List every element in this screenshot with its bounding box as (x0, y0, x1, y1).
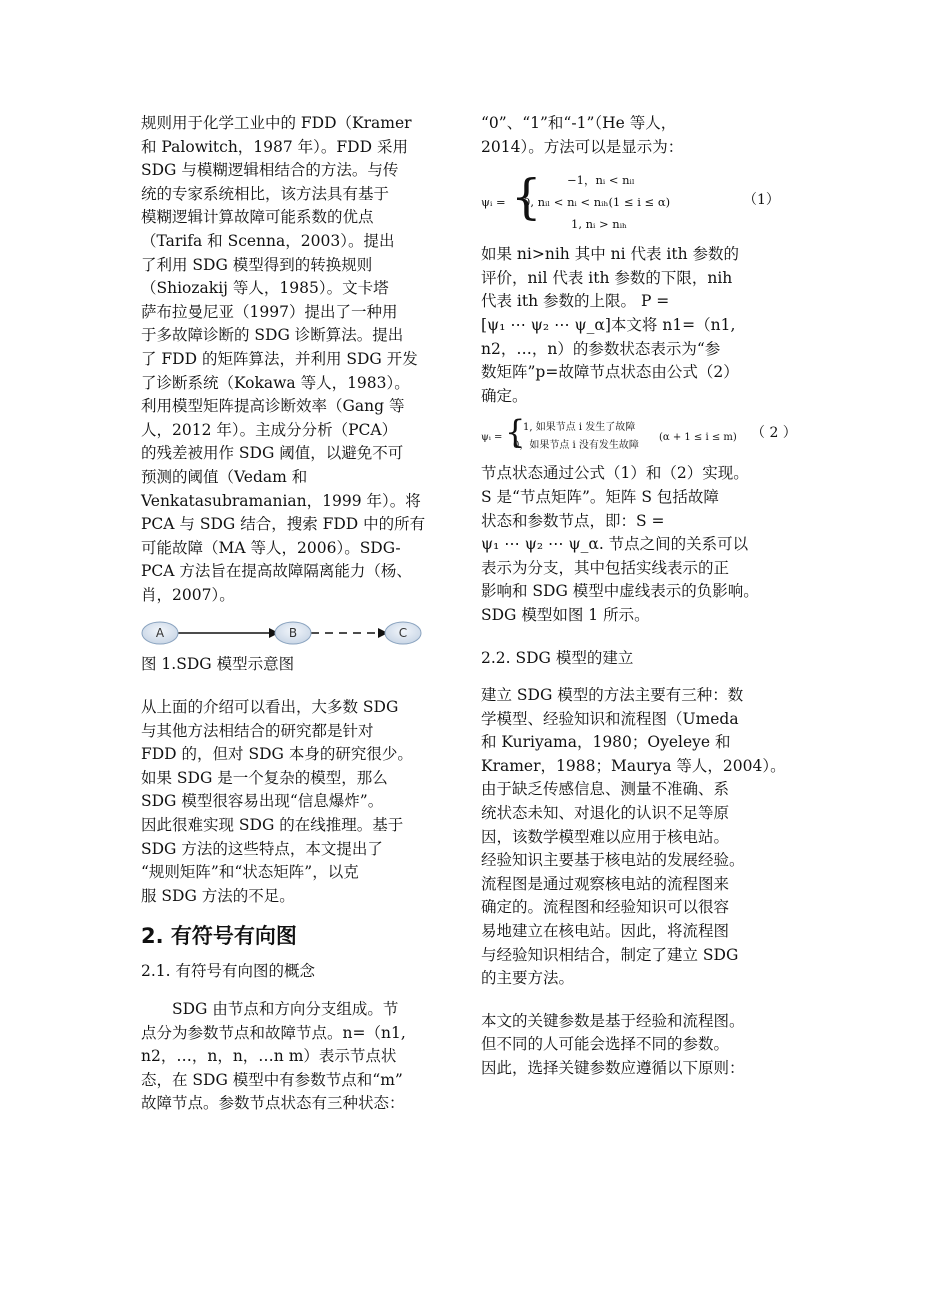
eq2-condition: (α + 1 ≤ i ≤ m) (659, 432, 737, 444)
left-paragraph-2: 从上面的介绍可以看出，大多数 SDG 与其他方法相结合的研究都是针对 FDD 的，但对 SDG 本身的研究很少。 如果 SDG 是一个复杂的模型，那么 SDG 模型很容易出现“信息爆炸”。 因此很难实现 SDG 的在线推理。基于 SDG 方法的这些特点，本文提出了 “规则矩阵”和“状态矩阵”，以克 服 SDG 方法的不足。 (141, 698, 413, 905)
eq1-lhs: ψᵢ = (481, 195, 506, 210)
eq1-case-2: 0, nᵢₗ < nᵢ < nᵢₕ(1 ≤ i ≤ α) (523, 195, 671, 210)
node-b-label: B (288, 626, 298, 641)
node-a-label: A (155, 626, 165, 641)
left-column (141, 112, 463, 1116)
eq2-case-2: 0，如果节点 i 没有发生故障 (513, 440, 639, 452)
left-paragraph-3: SDG 由节点和方向分支组成。节 点分为参数节点和故障节点。n=（n1, n2，…，n，n，…n m）表示节点状 态，在 SDG 模型中有参数节点和“m” 故障节点。参数节点状态有三种状态： (141, 1000, 406, 1113)
eq2-brace: { (505, 413, 526, 452)
right-paragraph-1: “0”、“1”和“-1”（He 等人， 2014）。方法可以是显示为： (481, 114, 684, 156)
sdg-diagram (141, 615, 431, 651)
left-paragraph-1: 规则用于化学工业中的 FDD（Kramer 和 Palowitch，1987 年）。FDD 采用 SDG 与模糊逻辑相结合的方法。与传 统的专家系统相比，该方法具有基于 模糊逻辑计算故障可能系数的优点 （Tarifa 和 Scenna，2003）。提出 了利用 SDG 模型得到的转换规则 （Shiozakij 等人，1985）。文卡塔 萨布拉曼尼亚（1997）提出了一种用 于多故障诊断的 SDG 诊断算法。提出 了 FDD 的矩阵算法，并利用 SDG 开发 了诊断系统（Kokawa 等人，1983）。 利用模型矩阵提高诊断效率（Gang 等 人，2012 年）。主成分分析（PCA） 的残差被用作 SDG 阈值，以避免不可 预测的阈值（Vedam 和 Venkatasubramanian，1999 年）。将 PCA 与 SDG 结合，搜索 FDD 中的所有 可能故障（MA 等人，2006）。SDG- PCA 方法旨在提高故障隔离能力（杨、 肖，2007）。 (141, 114, 426, 604)
section-heading: 2. 有符号有向图 (141, 924, 297, 949)
subsection-heading-2-1: 2.1. 有符号有向图的概念 (141, 962, 316, 981)
right-paragraph-2: 如果 ni>nih 其中 ni 代表 ith 参数的 评价，nil 代表 ith 参数的下限，nih 代表 ith 参数的上限。 P = [ψ₁ ⋯ ψ₂ ⋯ ψ_α]本文将 n1=（n1, n2，…，n）的参数状态表示为“参 数矩阵”p=故障节点状态由公式（2） 确定。 (481, 245, 740, 405)
eq1-number: （1） (743, 192, 780, 209)
right-paragraph-4: 建立 SDG 模型的方法主要有三种：数 学模型、经验知识和流程图（Umeda 和 Kuriyama，1980；Oyeleye 和 Kramer，1988；Maurya 等人，2004）。 由于缺乏传感信息、测量不准确、系 统状态未知、对退化的认识不足等原 因，该数学模型难以应用于核电站。 经验知识主要基于核电站的发展经验。 流程图是通过观察核电站的流程图来 确定的。流程图和经验知识可以很容 易地建立在核电站。因此，将流程图 与经验知识相结合，制定了建立 SDG 的主要方法。 (481, 686, 786, 988)
equation-2 (481, 414, 803, 454)
eq1-case-1: −1，nᵢ < nᵢₗ (567, 173, 635, 188)
eq2-number: （ 2 ） (751, 425, 797, 442)
subsection-heading-2-2: 2.2. SDG 模型的建立 (481, 648, 634, 667)
figure-caption: 图 1.SDG 模型示意图 (141, 655, 295, 674)
right-paragraph-3: 节点状态通过公式（1）和（2）实现。 S 是“节点矩阵”。矩阵 S 包括故障 状态和参数节点，即：S = ψ₁ ⋯ ψ₂ ⋯ ψ_α. 节点之间的关系可以 表示为分支，其中包括实线表示的正 影响和 SDG 模型中虚线表示的负影响。 SDG 模型如图 1 所示。 (481, 464, 759, 624)
eq2-lhs: ψᵢ = (481, 432, 503, 444)
figure-1 (141, 615, 463, 651)
equation-1 (481, 165, 803, 237)
eq1-case-3: 1, nᵢ > nᵢₕ (571, 217, 627, 232)
node-c-label: C (398, 626, 408, 641)
eq1-brace: { (511, 169, 542, 226)
right-column (481, 112, 803, 1081)
right-paragraph-5: 本文的关键参数是基于经验和流程图。 但不同的人可能会选择不同的参数。 因此，选择关键参数应遵循以下原则： (481, 1011, 745, 1077)
eq2-case-1: 1, 如果节点 i 发生了故障 (523, 422, 636, 434)
